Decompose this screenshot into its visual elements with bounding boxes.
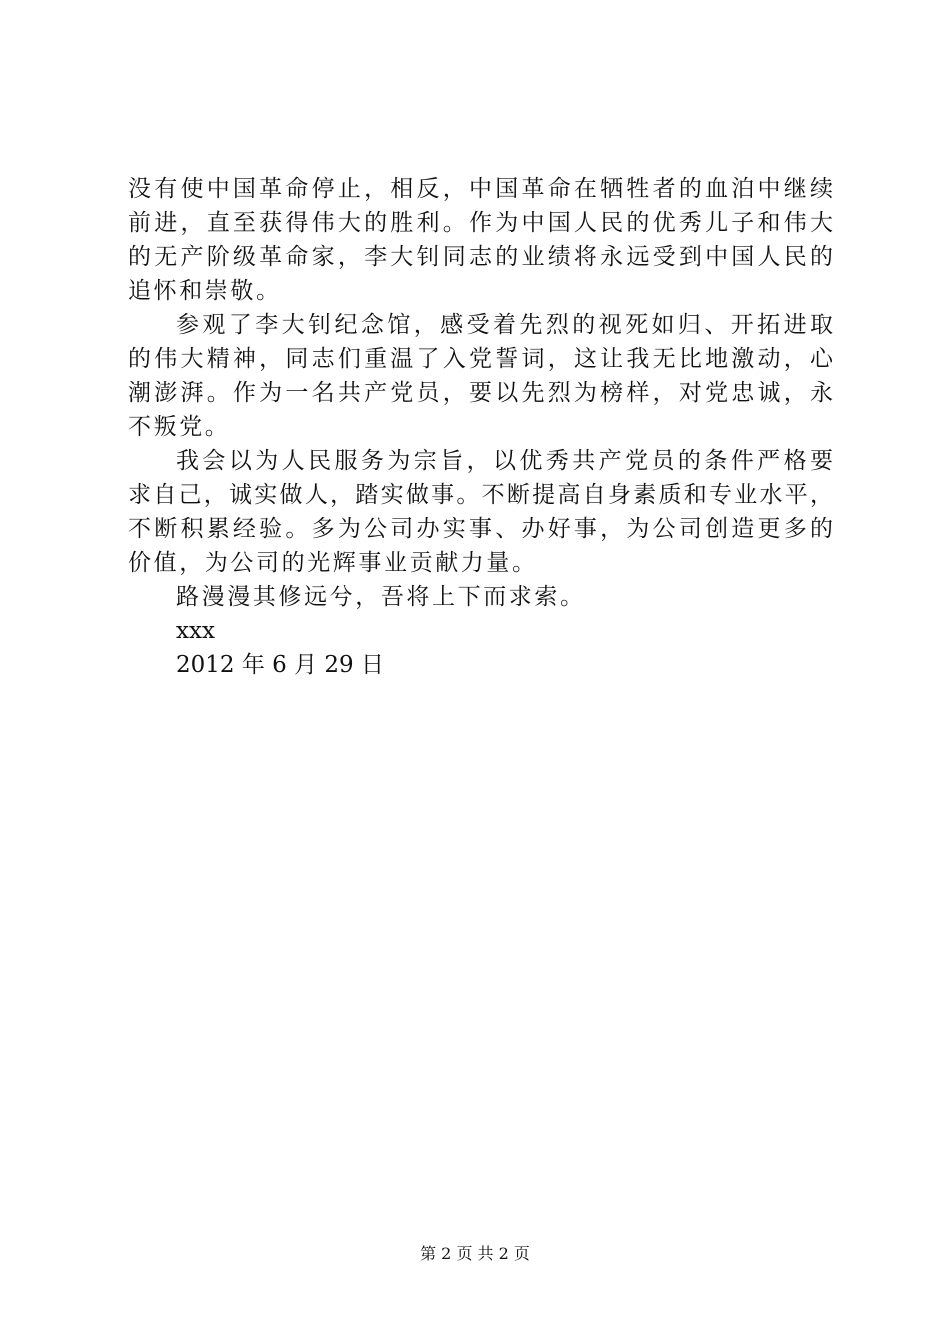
page-footer bbox=[0, 1242, 950, 1266]
paragraph-2-line-1: 参观了李大钊纪念馆，感受着先烈的视死如归、开拓进取 bbox=[176, 312, 833, 338]
paragraph-3-line-2: 求自己，诚实做人，踏实做事。不断提高自身素质和专业水平， bbox=[128, 482, 833, 508]
paragraph-1-line-1: 没有使中国革命停止，相反，中国革命在牺牲者的血泊中继续 bbox=[128, 176, 833, 202]
letter-body bbox=[128, 172, 833, 682]
paragraph-2-line-4: 不叛党。 bbox=[128, 414, 231, 440]
signature-name: xxx bbox=[176, 618, 215, 644]
paragraph-3-line-1: 我会以为人民服务为宗旨，以优秀共产党员的条件严格要 bbox=[176, 448, 833, 474]
paragraph-1-line-2: 前进，直至获得伟大的胜利。作为中国人民的优秀儿子和伟大 bbox=[128, 210, 833, 236]
paragraph-1-line-3: 的无产阶级革命家，李大钊同志的业绩将永远受到中国人民的 bbox=[128, 244, 833, 270]
signature-date: 2012 年 6 月 29 日 bbox=[176, 652, 384, 678]
paragraph-1-line-4: 追怀和崇敬。 bbox=[128, 278, 282, 304]
paragraph-2-line-2: 的伟大精神，同志们重温了入党誓词，这让我无比地激动，心 bbox=[128, 346, 833, 372]
paragraph-2-line-3: 潮澎湃。作为一名共产党员，要以先烈为榜样，对党忠诚，永 bbox=[128, 380, 833, 406]
paragraph-3-line-3: 不断积累经验。多为公司办实事、办好事，为公司创造更多的 bbox=[128, 516, 833, 542]
paragraph-4-line-1: 路漫漫其修远兮，吾将上下而求索。 bbox=[176, 584, 586, 610]
page-number-label: 第 2 页 共 2 页 bbox=[420, 1244, 530, 1263]
paragraph-3-line-4: 价值，为公司的光辉事业贡献力量。 bbox=[128, 550, 538, 576]
